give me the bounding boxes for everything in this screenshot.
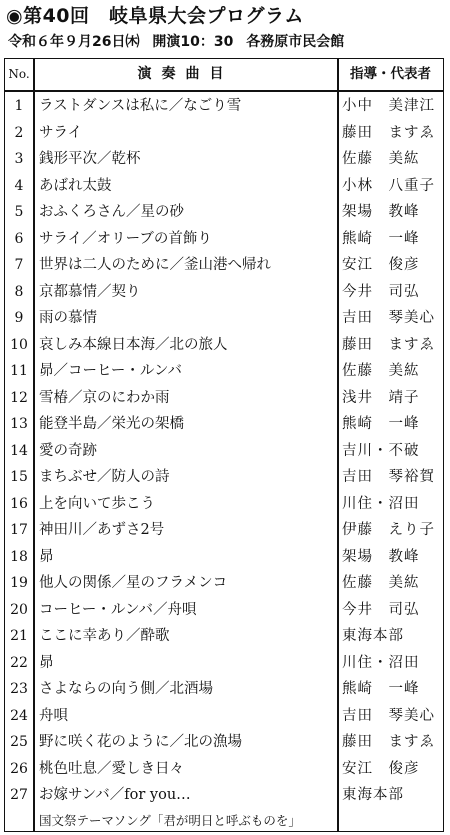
table-row: [5, 570, 441, 597]
cell-song: 世界は二人のために／釜山港へ帰れ: [39, 257, 271, 273]
cell-no: 3: [14, 151, 24, 167]
table-row: [5, 623, 441, 650]
cell-leader: 東海本部: [342, 787, 404, 803]
cell-no: 26: [10, 760, 28, 777]
cell-no: 4: [14, 177, 24, 194]
cell-leader: 今井 司弘: [342, 601, 420, 618]
cell-leader: 東海本部: [342, 628, 404, 644]
cell-song: 雪椿／京のにわか雨: [39, 389, 170, 406]
cell-song: 能登半島／栄光の架橋: [39, 416, 184, 432]
cell-leader: 熊崎 一峰: [342, 230, 420, 247]
cell-song: さよならの向う側／北酒場: [39, 681, 213, 697]
event-time: 開演10：30: [152, 34, 234, 50]
table-row: [5, 491, 441, 518]
cell-song: 哀しみ本線日本海／北の旅人: [39, 336, 228, 353]
cell-song: あばれ太鼓: [39, 177, 112, 194]
cell-leader: 伊藤 えり子: [342, 522, 435, 538]
cell-song: 銭形平次／乾杯: [39, 151, 141, 167]
table-row: [5, 279, 441, 306]
cell-leader: 小林 八重子: [342, 177, 435, 194]
cell-no: 14: [10, 442, 28, 459]
cell-no: 13: [10, 416, 28, 432]
cell-leader: 藤田 ますゑ: [342, 124, 435, 141]
cell-song: まちぶせ／防人の詩: [39, 469, 170, 485]
cell-song: ここに幸あり／酔歌: [39, 628, 170, 644]
cell-song: 桃色吐息／愛しき日々: [39, 760, 184, 777]
cell-leader: 架場 教峰: [342, 204, 420, 220]
cell-no: 6: [14, 230, 24, 247]
cell-song: 野に咲く花のように／北の漁場: [39, 734, 242, 750]
event-venue: 各務原市民会館: [246, 34, 345, 50]
table-row: [5, 199, 441, 226]
table-row: [5, 226, 441, 253]
cell-no: 1: [14, 98, 24, 114]
table-row: [5, 650, 441, 677]
cell-no: 18: [10, 548, 28, 565]
cell-leader: 川住・沼田: [342, 654, 420, 671]
table-row: [5, 305, 441, 332]
table-row: [5, 544, 441, 571]
cell-song: 舟唄: [39, 707, 68, 724]
cell-song: 京都慕情／契り: [39, 283, 141, 300]
table-row: [5, 703, 441, 730]
table-row: [5, 93, 441, 120]
table-row: [5, 332, 441, 359]
cell-leader: 今井 司弘: [342, 283, 420, 300]
cell-song: 神田川／あずさ2号: [39, 522, 165, 538]
header-divider: [5, 90, 443, 92]
cell-song: 昴: [39, 654, 54, 671]
program-table: [4, 58, 444, 832]
cell-no: 17: [10, 522, 28, 538]
theme-song-note: 国文祭テーマソング「君が明日と呼ぶものを」: [39, 813, 301, 828]
cell-song: ラストダンスは私に／なごり雪: [39, 98, 242, 114]
cell-song: 愛の奇跡: [39, 442, 97, 459]
cell-song: 他人の関係／星のフラメンコ: [39, 575, 228, 591]
event-info: [8, 31, 352, 53]
cell-no: 19: [10, 575, 28, 591]
cell-song: サライ／オリーブの首飾り: [39, 230, 212, 247]
table-row: [5, 252, 441, 279]
table-row: [5, 676, 441, 703]
cell-song: 上を向いて歩こう: [39, 495, 155, 512]
cell-leader: 吉田 琴美心: [342, 707, 435, 724]
cell-song: 昴: [39, 548, 54, 565]
cell-leader: 架場 教峰: [342, 548, 420, 565]
column-header-no: No.: [8, 67, 30, 81]
cell-song: おふくろさん／星の砂: [39, 204, 184, 220]
cell-no: 20: [10, 601, 28, 618]
table-row: [5, 782, 441, 809]
cell-no: 21: [10, 628, 28, 644]
cell-leader: 藤田 ますゑ: [342, 336, 435, 353]
cell-leader: 安江 俊彦: [342, 760, 420, 777]
cell-no: 5: [14, 204, 24, 220]
column-header-leader: 指導・代表者: [350, 66, 431, 82]
cell-leader: 川住・沼田: [342, 495, 420, 512]
cell-song: お嫁サンバ／for you…: [39, 787, 191, 803]
cell-leader: 小中 美津江: [342, 98, 435, 114]
column-header-title: 演奏曲目: [137, 66, 234, 82]
table-row: [5, 464, 441, 491]
table-row: [5, 385, 441, 412]
table-row: [5, 173, 441, 200]
cell-no: 23: [10, 681, 28, 697]
cell-no: 7: [14, 257, 24, 273]
cell-song: 昴／コーヒー・ルンバ: [39, 363, 183, 379]
cell-song: コーヒー・ルンバ／舟唄: [39, 601, 197, 618]
cell-leader: 吉川・不破: [342, 442, 420, 459]
event-date: 令和６年９月26日㈭: [8, 34, 140, 50]
table-row: [5, 411, 441, 438]
cell-no: 11: [10, 363, 28, 379]
cell-leader: 佐藤 美紘: [342, 363, 420, 379]
table-row: [5, 146, 441, 173]
cell-leader: 浅井 靖子: [342, 389, 420, 406]
cell-leader: 安江 俊彦: [342, 257, 420, 273]
cell-leader: 熊崎 一峰: [342, 416, 420, 432]
table-row: [5, 120, 441, 147]
table-row: [5, 358, 441, 385]
cell-leader: 熊崎 一峰: [342, 681, 420, 697]
table-row: [5, 517, 441, 544]
table-row: [5, 438, 441, 465]
cell-no: 22: [10, 654, 28, 671]
cell-no: 27: [10, 787, 28, 803]
cell-no: 24: [10, 707, 28, 724]
table-row: [5, 756, 441, 783]
cell-song: 雨の慕情: [39, 310, 97, 326]
cell-leader: 佐藤 美紘: [342, 151, 420, 167]
cell-leader: 藤田 ますゑ: [342, 734, 435, 750]
cell-song: サライ: [39, 124, 83, 141]
cell-no: 8: [14, 283, 24, 300]
cell-no: 10: [10, 336, 28, 353]
cell-no: 12: [10, 389, 28, 406]
table-body: [5, 93, 441, 809]
table-row: [5, 729, 441, 756]
cell-no: 15: [10, 469, 28, 485]
cell-leader: 吉田 琴裕賀: [342, 469, 435, 485]
page-title: ◉第40回 岐阜県大会プログラム: [6, 5, 304, 27]
cell-leader: 吉田 琴美心: [342, 310, 435, 326]
cell-no: 2: [14, 124, 24, 141]
table-row: [5, 597, 441, 624]
cell-leader: 佐藤 美紘: [342, 575, 420, 591]
cell-no: 16: [10, 495, 28, 512]
cell-no: 9: [14, 310, 24, 326]
cell-no: 25: [10, 734, 28, 750]
